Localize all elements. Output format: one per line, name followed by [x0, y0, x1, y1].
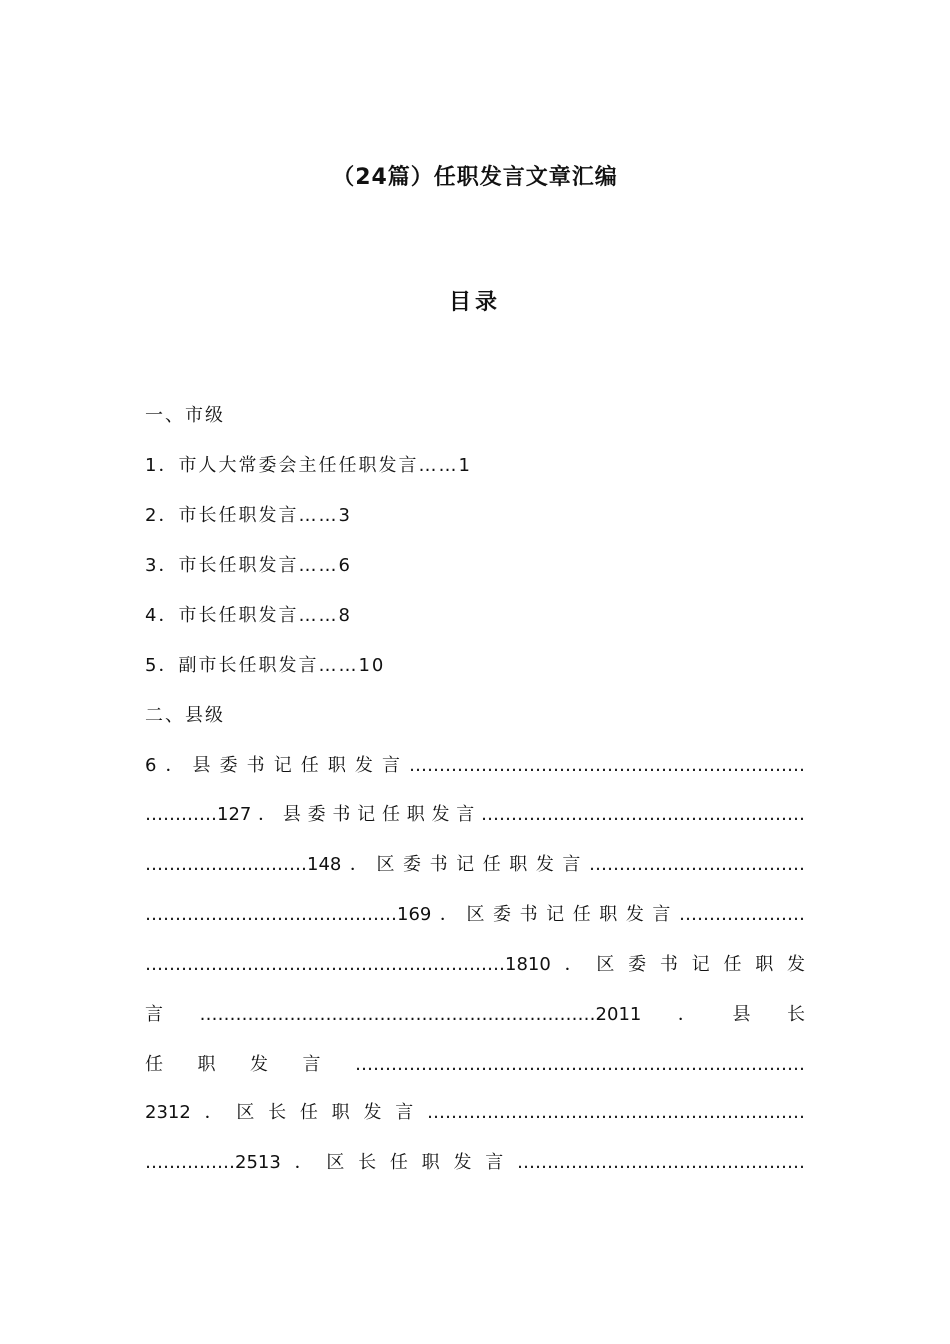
toc-section-city: 一、市级 — [145, 405, 225, 426]
toc-section-county: 二、县级 — [145, 705, 225, 726]
toc-entry-4: 4．市长任职发言……8 — [145, 605, 352, 626]
toc-run-line-9: ……………2513．区长任职发言………………………………………… — [145, 1152, 805, 1173]
toc-run-line-1: 6．县委书记任职发言………………………………………………………… — [145, 755, 805, 776]
toc-heading: 目录 — [448, 290, 501, 315]
toc-entry-1: 1．市人大常委会主任任职发言……1 — [145, 455, 472, 476]
toc-run-line-7: 任职发言………………………………………………………………… — [145, 1054, 805, 1075]
document-title: （24篇）任职发言文章汇编 — [332, 165, 618, 190]
toc-run-line-6: 言…………………………………………………………2011．县长 — [145, 1004, 805, 1025]
toc-run-line-3: ………………………148．区委书记任职发言……………………………… — [145, 854, 805, 875]
toc-run-line-2: …………127．县委书记任职发言……………………………………………… — [145, 804, 805, 825]
toc-entry-5: 5．副市长任职发言……10 — [145, 655, 386, 676]
toc-run-line-5: ……………………………………………………1810．区委书记任职发 — [145, 954, 805, 975]
toc-run-line-4: ……………………………………169．区委书记任职发言………………… — [145, 904, 805, 925]
toc-entry-3: 3．市长任职发言……6 — [145, 555, 352, 576]
toc-run-line-8: 2312．区长任职发言……………………………………………………… — [145, 1102, 805, 1123]
toc-entry-2: 2．市长任职发言……3 — [145, 505, 352, 526]
